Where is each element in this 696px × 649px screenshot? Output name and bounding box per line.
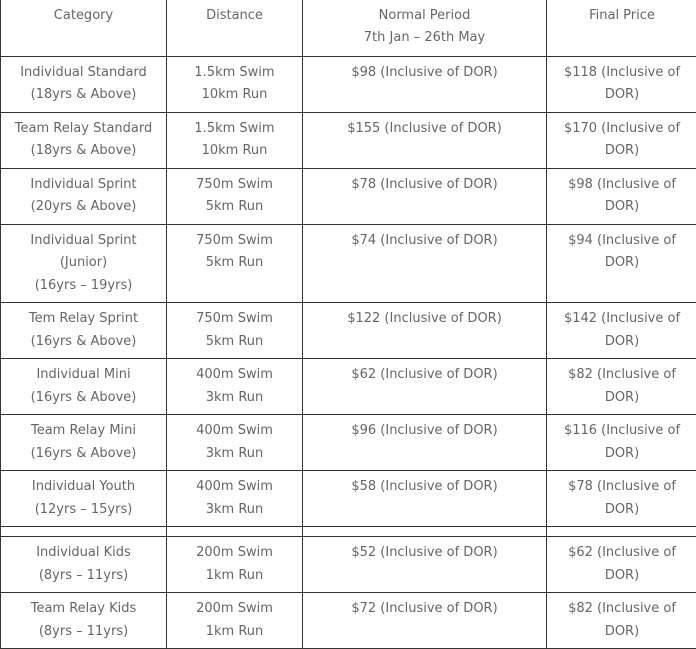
- distance-cell: [167, 593, 303, 649]
- final-price-cell: [547, 537, 696, 593]
- final-price: $94 (Inclusive of DOR): [553, 230, 691, 275]
- header-row: [1, 0, 696, 57]
- distance-swim: 750m Swim: [173, 174, 296, 196]
- category-name: Individual Sprint: [7, 230, 160, 252]
- category-name: Individual Kids: [7, 542, 160, 564]
- distance-swim: 200m Swim: [173, 542, 296, 564]
- category-cell: [1, 225, 167, 303]
- final-price: $116 (Inclusive of DOR): [553, 420, 691, 465]
- distance-run: 1km Run: [173, 621, 296, 643]
- category-age: (16yrs & Above): [7, 331, 160, 353]
- final-price: $82 (Inclusive of DOR): [553, 364, 691, 409]
- distance-swim: 750m Swim: [173, 308, 296, 330]
- header-final-price-label: Final Price: [553, 5, 691, 27]
- table-row: [1, 537, 696, 593]
- normal-price: $98 (Inclusive of DOR): [309, 62, 540, 84]
- normal-price-cell: [303, 169, 547, 225]
- category-qualifier: (Junior): [7, 252, 160, 274]
- distance-run: 10km Run: [173, 140, 296, 162]
- distance-swim: 200m Swim: [173, 598, 296, 620]
- empty-cell: [547, 527, 696, 537]
- normal-price-cell: [303, 359, 547, 415]
- normal-price-cell: [303, 57, 547, 113]
- distance-run: 5km Run: [173, 331, 296, 353]
- final-price-cell: [547, 57, 696, 113]
- final-price: $62 (Inclusive of DOR): [553, 542, 691, 587]
- category-age: (8yrs – 11yrs): [7, 621, 160, 643]
- final-price-cell: [547, 303, 696, 359]
- final-price-cell: [547, 593, 696, 649]
- normal-price-cell: [303, 537, 547, 593]
- category-cell: [1, 303, 167, 359]
- category-cell: [1, 169, 167, 225]
- category-age: (8yrs – 11yrs): [7, 565, 160, 587]
- header-category: [1, 0, 167, 57]
- normal-price: $58 (Inclusive of DOR): [309, 476, 540, 498]
- distance-cell: [167, 471, 303, 527]
- final-price-cell: [547, 359, 696, 415]
- normal-price: $78 (Inclusive of DOR): [309, 174, 540, 196]
- final-price: $142 (Inclusive of DOR): [553, 308, 691, 353]
- category-cell: [1, 471, 167, 527]
- normal-price: $52 (Inclusive of DOR): [309, 542, 540, 564]
- final-price: $78 (Inclusive of DOR): [553, 476, 691, 521]
- normal-price-cell: [303, 415, 547, 471]
- distance-run: 5km Run: [173, 196, 296, 218]
- final-price-cell: [547, 113, 696, 169]
- category-cell: [1, 113, 167, 169]
- category-age: (16yrs – 19yrs): [7, 275, 160, 297]
- table-row: [1, 359, 696, 415]
- category-name: Individual Sprint: [7, 174, 160, 196]
- distance-swim: 400m Swim: [173, 476, 296, 498]
- category-cell: [1, 537, 167, 593]
- distance-run: 3km Run: [173, 443, 296, 465]
- table-row: [1, 225, 696, 303]
- distance-swim: 400m Swim: [173, 364, 296, 386]
- table-row: [1, 57, 696, 113]
- distance-cell: [167, 57, 303, 113]
- header-distance-label: Distance: [173, 5, 296, 27]
- category-name: Individual Mini: [7, 364, 160, 386]
- normal-price: $96 (Inclusive of DOR): [309, 420, 540, 442]
- normal-price: $155 (Inclusive of DOR): [309, 118, 540, 140]
- table-row: [1, 303, 696, 359]
- distance-swim: 1.5km Swim: [173, 118, 296, 140]
- distance-swim: 750m Swim: [173, 230, 296, 252]
- distance-run: 5km Run: [173, 252, 296, 274]
- table-row: [1, 415, 696, 471]
- final-price: $82 (Inclusive of DOR): [553, 598, 691, 643]
- header-normal-period-dates: 7th Jan – 26th May: [309, 27, 540, 49]
- category-age: (12yrs – 15yrs): [7, 499, 160, 521]
- empty-cell: [1, 527, 167, 537]
- final-price-cell: [547, 225, 696, 303]
- distance-cell: [167, 113, 303, 169]
- normal-price: $74 (Inclusive of DOR): [309, 230, 540, 252]
- category-cell: [1, 359, 167, 415]
- distance-swim: 1.5km Swim: [173, 62, 296, 84]
- category-age: (16yrs & Above): [7, 387, 160, 409]
- distance-cell: [167, 359, 303, 415]
- category-cell: [1, 415, 167, 471]
- distance-cell: [167, 415, 303, 471]
- distance-cell: [167, 537, 303, 593]
- normal-price-cell: [303, 303, 547, 359]
- header-final-price: [547, 0, 696, 57]
- normal-price-cell: [303, 113, 547, 169]
- final-price: $118 (Inclusive of DOR): [553, 62, 691, 107]
- category-name: Team Relay Mini: [7, 420, 160, 442]
- category-age: (20yrs & Above): [7, 196, 160, 218]
- table-row: [1, 471, 696, 527]
- normal-price: $122 (Inclusive of DOR): [309, 308, 540, 330]
- distance-run: 10km Run: [173, 84, 296, 106]
- distance-swim: 400m Swim: [173, 420, 296, 442]
- final-price: $170 (Inclusive of DOR): [553, 118, 691, 163]
- final-price-cell: [547, 415, 696, 471]
- normal-price: $62 (Inclusive of DOR): [309, 364, 540, 386]
- category-name: Individual Standard: [7, 62, 160, 84]
- header-distance: [167, 0, 303, 57]
- final-price-cell: [547, 471, 696, 527]
- header-category-label: Category: [7, 5, 160, 27]
- table-row: [1, 169, 696, 225]
- normal-price-cell: [303, 593, 547, 649]
- category-cell: [1, 593, 167, 649]
- distance-run: 3km Run: [173, 499, 296, 521]
- final-price-cell: [547, 169, 696, 225]
- category-age: (16yrs & Above): [7, 443, 160, 465]
- category-name: Team Relay Standard: [7, 118, 160, 140]
- spacer-row: [1, 527, 696, 537]
- distance-cell: [167, 169, 303, 225]
- normal-price: $72 (Inclusive of DOR): [309, 598, 540, 620]
- final-price: $98 (Inclusive of DOR): [553, 174, 691, 219]
- distance-run: 3km Run: [173, 387, 296, 409]
- distance-cell: [167, 303, 303, 359]
- category-name: Team Relay Kids: [7, 598, 160, 620]
- distance-cell: [167, 225, 303, 303]
- category-age: (18yrs & Above): [7, 140, 160, 162]
- distance-run: 1km Run: [173, 565, 296, 587]
- category-name: Individual Youth: [7, 476, 160, 498]
- category-cell: [1, 57, 167, 113]
- normal-price-cell: [303, 471, 547, 527]
- normal-price-cell: [303, 225, 547, 303]
- category-age: (18yrs & Above): [7, 84, 160, 106]
- empty-cell: [303, 527, 547, 537]
- header-normal-period-label: Normal Period: [309, 5, 540, 27]
- table-row: [1, 113, 696, 169]
- header-normal-period: [303, 0, 547, 57]
- category-name: Tem Relay Sprint: [7, 308, 160, 330]
- table-row: [1, 593, 696, 649]
- empty-cell: [167, 527, 303, 537]
